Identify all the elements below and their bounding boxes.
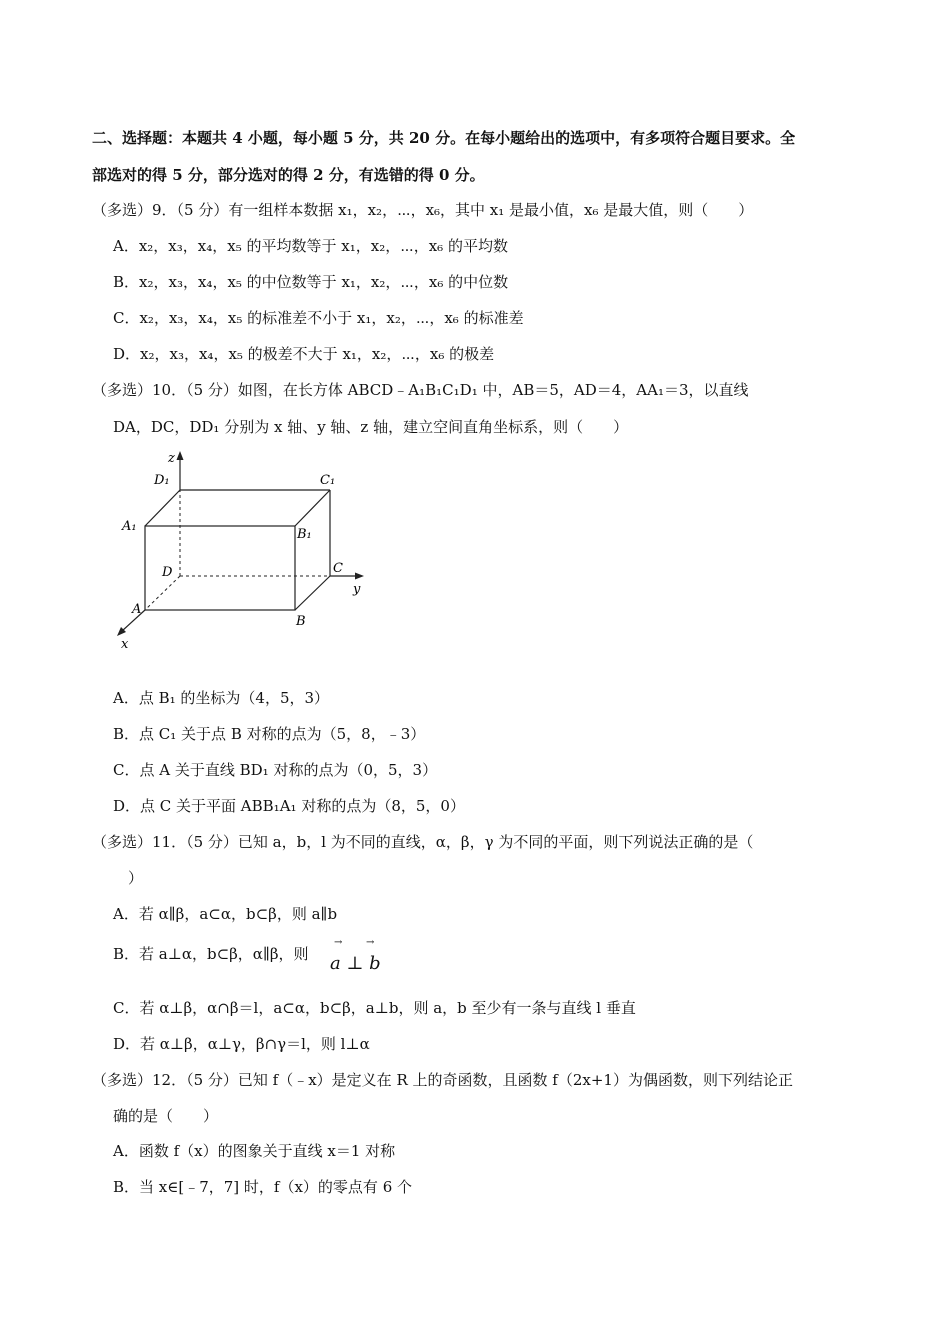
label-a: A [132,602,142,617]
section-heading-line-2: 部选对的得 5 分，部分选对的得 2 分，有选错的得 0 分。 [92,166,485,184]
edge-bc [295,576,330,610]
edge-b1c1 [295,490,330,526]
label-y: y [353,582,361,597]
question-12-option-b: B．当 x∈[﹣7，7] 时，f（x）的零点有 6 个 [113,1178,413,1196]
edge-a1d1 [145,490,180,526]
edge-da [145,576,180,610]
label-z: z [168,451,175,466]
question-10-option-b: B．点 C₁ 关于点 B 对称的点为（5，8，﹣3） [113,725,426,743]
question-9-stem: （多选）9．（5 分）有一组样本数据 x₁，x₂，⋯，x₆，其中 x₁ 是最小值，x₆ 是最大值，则（ ） [92,201,754,219]
label-c1: C₁ [320,473,336,488]
question-9-option-a: A．x₂，x₃，x₄，x₅ 的平均数等于 x₁，x₂，⋯，x₆ 的平均数 [113,237,508,255]
question-12-stem-line-2: 确的是（ ） [113,1107,219,1125]
question-11-stem-line-2: ） [128,869,144,887]
question-11-option-a: A．若 α∥β，a⊂α，b⊂β，则 a∥b [113,905,338,923]
label-c: C [333,561,343,576]
question-12-stem-line-1: （多选）12．（5 分）已知 f（﹣x）是定义在 R 上的奇函数，且函数 f（2x+1）为偶函数，则下列结论正 [92,1071,793,1089]
label-b: B [296,614,306,629]
question-10-stem-line-2: DA，DC，DD₁ 分别为 x 轴、y 轴、z 轴，建立空间直角坐标系，则（ ） [113,418,629,436]
label-x: x [121,637,129,652]
vector-b-arrow-icon: → [366,937,375,948]
question-9-option-d: D．x₂，x₃，x₄，x₅ 的极差不大于 x₁，x₂，⋯，x₆ 的极差 [113,345,495,363]
cuboid-figure [110,448,370,653]
question-10-option-d: D．点 C 关于平面 ABB₁A₁ 对称的点为（8，5，0） [113,797,465,815]
vector-a-arrow-icon: → [334,937,343,948]
section-heading-line-1: 二、选择题：本题共 4 小题，每小题 5 分，共 20 分。在每小题给出的选项中，有多项符合题目要求。全 [92,129,796,147]
label-d: D [162,565,173,580]
label-d1: D₁ [154,473,170,488]
vector-expression-text: a ⊥ b [330,953,381,974]
question-11-stem-line-1: （多选）11．（5 分）已知 a，b，l 为不同的直线，α，β，γ 为不同的平面，则下列说法正确的是（ [92,833,754,851]
label-a1: A₁ [122,519,137,534]
question-9-option-b: B．x₂，x₃，x₄，x₅ 的中位数等于 x₁，x₂，⋯，x₆ 的中位数 [113,273,509,291]
question-9-option-c: C．x₂，x₃，x₄，x₅ 的标准差不小于 x₁，x₂，⋯，x₆ 的标准差 [113,309,524,327]
y-axis-arrow-icon [355,573,364,580]
question-10-stem-line-1: （多选）10．（5 分）如图，在长方体 ABCD﹣A₁B₁C₁D₁ 中，AB＝5，AD＝4，AA₁＝3，以直线 [92,381,749,399]
question-11-option-d: D．若 α⊥β，α⊥γ，β∩γ＝l，则 l⊥α [113,1035,370,1053]
question-11-option-c: C．若 α⊥β，α∩β＝l，a⊂α，b⊂β，a⊥b，则 a，b 至少有一条与直线 l 垂直 [113,999,636,1017]
question-11-option-b: B．若 a⊥α，b⊂β，α∥β，则 [113,945,309,963]
question-12-option-a: A．函数 f（x）的图象关于直线 x＝1 对称 [113,1142,396,1160]
question-10-option-a: A．点 B₁ 的坐标为（4，5，3） [113,689,330,707]
label-b1: B₁ [297,527,312,542]
z-axis-arrow-icon [177,451,184,460]
question-10-option-c: C．点 A 关于直线 BD₁ 对称的点为（0，5，3） [113,761,438,779]
